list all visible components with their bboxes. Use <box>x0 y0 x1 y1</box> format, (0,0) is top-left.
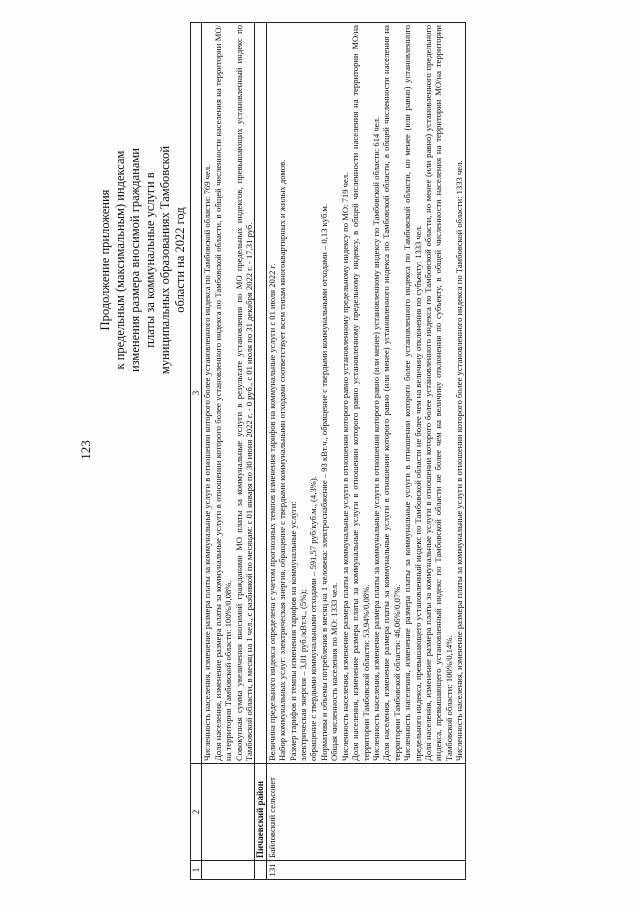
table-row <box>202 23 255 880</box>
column-number-row <box>191 23 202 880</box>
paragraph: Доля населения, изменение размера платы за коммунальные услуги в отношении которого более установленного индекса по Тамбовской области, но менее (или равно) установленного предельного индекса, превышающего установленный индекс по Тамбовской области не более чем на величину отклонения по субъекту, в общей численности населения на территории МО/на территории Тамбовской области: 100%/0,14%. <box>422 25 454 761</box>
heading-line: изменения размера вносимой гражданами <box>128 148 142 373</box>
empty-cell <box>255 23 266 764</box>
municipality-name: Байловский сельсовет <box>266 764 465 861</box>
paragraph: Численность населения, изменение размера платы за коммунальные услуги в отношении которого более установленного индекса по Тамбовской области: 769 чел. <box>202 164 213 761</box>
heading-line: области на 2022 год <box>173 207 187 313</box>
district-name: Пичаевский район <box>255 764 266 861</box>
column-number: 2 <box>191 764 202 861</box>
column-number: 3 <box>191 23 202 764</box>
paragraph: Численность населения, изменение размера платы за коммунальные услуги в отношении которого равно (или менее) установленному индексу по Тамбовской области: 614 чел. <box>370 116 381 761</box>
paragraph: Размер тарифов и темпы изменения тарифов на коммунальные услуги: <box>287 501 298 761</box>
empty-cell <box>202 764 255 861</box>
paragraph: Общая численность населения по МО: 1333 чел. <box>329 582 340 761</box>
paragraph: Набор коммунальных услуг: электрическая энергия, обращение с твердыми коммунальными отходами соответствует всем типам многоквартирных и жилых домов. <box>277 159 288 761</box>
paragraph: Величина предельного индекса определена с учетом прогнозных темпов изменения тарифов на коммунальные услуги с 01 июля 2022 г. <box>266 263 277 761</box>
empty-cell <box>255 861 266 880</box>
page-number: 123 <box>78 440 93 460</box>
heading-line: муниципальных образованиях Тамбовской <box>158 145 172 375</box>
paragraph: Совокупная сумма увеличения вносимой гражданами МО платы за коммунальные услуги в результате установления по МО предельных индексов, превышающих установленный индекс по Тамбовской области, в месяц на 1 чел., с разбивкой по месяцам: с 01 января по 30 июня 2022 г. - 0 руб., с 01 июля по 31 декабря 2022 г. - 17,31 руб. <box>233 25 255 761</box>
paragraph: Доля населения, изменение размера платы за коммунальные услуги в отношении которого равно (или менее) установленного индекса по Тамбовской области, в общей численности населения на территории Тамбовской области: 46,06%/0,07%. <box>381 25 402 761</box>
paragraph: обращение с твердыми коммунальными отходами – 591,57 руб/куб.м., (4,3%). <box>308 476 319 761</box>
paragraph: Численность населения, изменение размера платы за коммунальные услуги в отношении которого более установленного индекса по Тамбовской области: 1333 чел. <box>454 160 465 761</box>
paragraph: Нормативы и объемы потребления в месяц на 1 человека: электроснабжение – 93 кВт.ч., обращение с твердыми коммунальными отходами – 0,13 куб.м. <box>318 204 329 761</box>
entry-text <box>266 23 465 764</box>
paragraph: Доля населения, изменение размера платы за коммунальные услуги в отношении которого равно установленному предельному индексу, в общей численности населения на территории МО/на территории Тамбовской области: 53,94%/0,08%. <box>350 25 371 761</box>
indices-table <box>190 22 466 880</box>
heading-line: платы за коммунальные услуги в <box>143 172 157 348</box>
paragraph: Численность населения, изменение размера платы за коммунальные услуги в отношении которого более установленного индекса по Тамбовской области, но менее (или равно) установленного предельного индекса, превышающего установленный индекс по Тамбовской области не более чем на величину отклонения по субъекту: 1333 чел. <box>402 25 423 761</box>
district-row <box>255 23 266 880</box>
entry-number: 131 <box>266 861 465 880</box>
heading-line: Продолжение приложения <box>98 189 112 331</box>
appendix-heading <box>98 45 188 475</box>
paragraph: Доля населения, изменение размера платы за коммунальные услуги в отношении которого более установленного индекса по Тамбовской области, в общей численности населения на территории МО/на территории Тамбовской области: 100%/0,08%. <box>212 25 234 761</box>
empty-cell <box>202 861 255 880</box>
paragraph: электрическая энергия – 3,01 руб./кВт.ч., (5%); <box>298 589 309 761</box>
previous-entry-text <box>202 23 255 764</box>
rotated-page-content <box>78 20 580 880</box>
heading-line: к предельным (максимальным) индексам <box>113 150 127 370</box>
table-row <box>266 23 465 880</box>
column-number: 1 <box>191 861 202 880</box>
paragraph: Численность населения, изменение размера платы за коммунальные услуги в отношении которого равно установленному предельному индексу по МО: 719 чел. <box>339 172 350 761</box>
